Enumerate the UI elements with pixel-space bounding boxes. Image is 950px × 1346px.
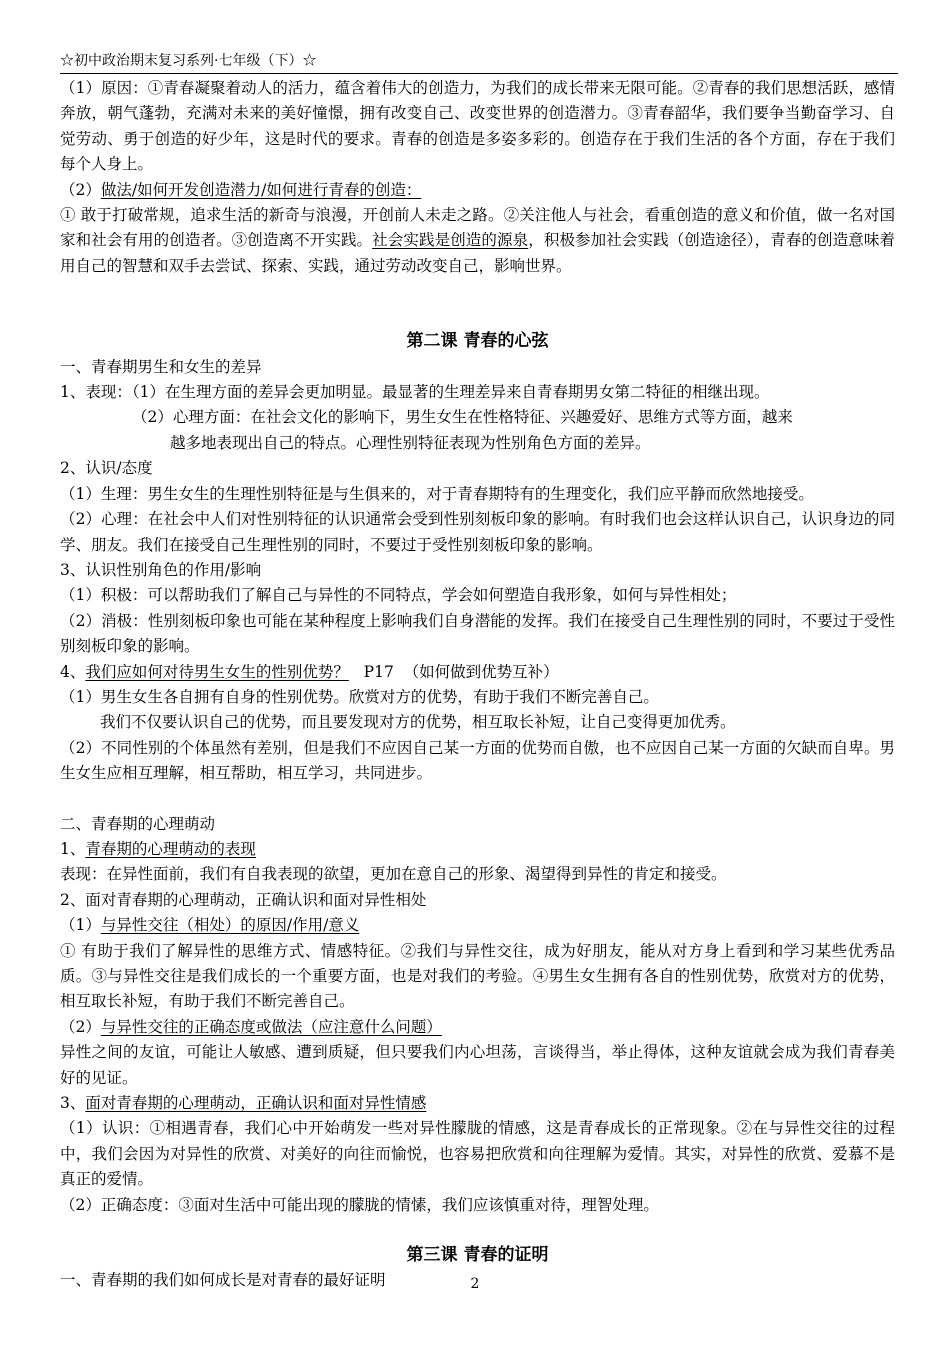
paragraph <box>60 178 895 203</box>
text-span: （2） <box>60 180 101 199</box>
paragraph <box>60 1015 895 1040</box>
text-span: （1） <box>60 916 101 935</box>
paragraph <box>60 1091 895 1116</box>
text-span: 1、 <box>60 839 86 858</box>
paragraph: （1）原因：①青春凝聚着动人的活力，蕴含着伟大的创造力，为我们的成长带来无限可能。②青春的我们思想活跃，感情奔放，朝气蓬勃，充满对未来的美好憧憬，拥有改变自己、改变世界的创造潜力。③青春韶华，我们要争当勤奋学习、自觉劳动、勇于创造的好少年，这是时代的要求。青春的创造是多姿多彩的。创造存在于我们生活的各个方面，存在于我们每个人身上。 <box>60 79 895 174</box>
text-span: P17 （如何做到优势互补） <box>348 662 559 681</box>
page-header: ☆初中政治期末复习系列·七年级（下）☆ <box>60 50 898 74</box>
spacer <box>60 1218 895 1243</box>
paragraph <box>60 203 895 279</box>
paragraph: （2）心理方面：在社会文化的影响下，男生女生在性格特征、兴趣爱好、思维方式等方面，越来 <box>132 408 793 427</box>
underlined-heading: 我们应如何对待男生女生的性别优势？ <box>85 662 349 681</box>
paragraph: （1）生理：男生女生的生理性别特征是与生俱来的，对于青春期特有的生理变化，我们应平静而欣然地接受。 <box>60 484 814 503</box>
text-span: 4、 <box>60 662 86 681</box>
text-span: ，积极参加社会实践（创造途径），青春的创造意味着用自己的智慧和双手去尝试、探索、实践，通过劳动改变自己，影响世界。 <box>60 231 895 275</box>
page-number: 2 <box>470 1276 480 1292</box>
paragraph: 2、认识/态度 <box>60 459 153 478</box>
underlined-heading: 做法/如何开发创造潜力/如何进行青春的创造： <box>100 180 422 199</box>
paragraph: 2、面对青春期的心理萌动，正确认识和面对异性相处 <box>60 890 427 909</box>
lesson-title: 第三课 青春的证明 <box>406 1245 549 1266</box>
underlined-heading: 与异性交往的正确态度或做法（应注意什么问题） <box>100 1017 442 1036</box>
lesson-title: 第二课 青春的心弦 <box>406 331 549 352</box>
paragraph <box>60 837 895 862</box>
paragraph: （2）消极：性别刻板印象也可能在某种程度上影响我们自身潜能的发挥。我们在接受自己生理性别的同时，不要过于受性别刻板印象的影响。 <box>60 611 895 656</box>
paragraph: （1）积极：可以帮助我们了解自己与异性的不同特点，学会如何塑造自我形象，如何与异性相处； <box>60 586 737 605</box>
text-span: 3、 <box>60 1094 86 1113</box>
underlined-heading: 与异性交往（相处）的原因/作用/意义 <box>100 916 360 935</box>
paragraph: ① 有助于我们了解异性的思维方式、情感特征。②我们与异性交往，成为好朋友，能从对方身上看到和学习某些优秀品质。③与异性交往是我们成长的一个重要方面，也是对我们的考验。④男生女生拥有各自的性别优势，欣赏对方的优势，相互取长补短，有助于我们不断完善自己。 <box>60 941 895 1011</box>
spacer <box>60 279 895 329</box>
paragraph: 表现：在异性面前，我们有自我表现的欲望，更加在意自己的形象、渴望得到异性的肯定和接受。 <box>60 865 727 884</box>
section-heading: 二、青春期的心理萌动 <box>60 814 216 833</box>
text-span: （2） <box>60 1017 101 1036</box>
paragraph: （1）认识：①相遇青春，我们心中开始萌发一些对异性朦胧的情感，这是青春成长的正常现象。②在与异性交往的过程中，我们会因为对异性的欣赏、对美好的向往而愉悦，也容易把欣赏和向往理解为爱情。其实，对异性的欣赏、爱慕不是真正的爱情。 <box>60 1119 895 1189</box>
paragraph: （2）正确态度：③面对生活中可能出现的朦胧的情愫，我们应该慎重对待，理智处理。 <box>60 1195 659 1214</box>
paragraph <box>60 913 895 938</box>
section-heading: 一、青春期的我们如何成长是对青春的最好证明 <box>60 1271 386 1290</box>
underlined-heading: 青春期的心理萌动的表现 <box>85 839 256 858</box>
paragraph <box>60 660 895 685</box>
spacer <box>60 787 895 812</box>
paragraph: （2）不同性别的个体虽然有差别，但是我们不应因自己某一方面的优势而自傲，也不应因自己某一方面的欠缺而自卑。男生女生应相互理解，相互帮助，相互学习，共同进步。 <box>60 738 895 783</box>
paragraph: （1）男生女生各自拥有自身的性别优势。欣赏对方的优势，有助于我们不断完善自己。 <box>60 687 659 706</box>
paragraph: 越多地表现出自己的特点。心理性别特征表现为性别角色方面的差异。 <box>170 433 651 452</box>
paragraph: 1、表现：（1）在生理方面的差异会更加明显。最显著的生理差异来自青春期男女第二特征的相继出现。 <box>60 383 770 402</box>
underlined-heading: 面对青春期的心理萌动，正确认识和面对异性情感 <box>85 1094 427 1113</box>
text-span: ① 敢于打破常规，追求生活的新奇与浪漫，开创前人未走之路。②关注他人与社会，看重创造的意义和价值，做一名对国家和社会有用的创造者。③创造离不开实践。 <box>60 206 895 250</box>
document-body <box>60 76 895 1294</box>
paragraph: 3、认识性别角色的作用/影响 <box>60 560 262 579</box>
paragraph: 异性之间的友谊，可能让人敏感、遭到质疑，但只要我们内心坦荡，言谈得当，举止得体，这种友谊就会成为我们青春美好的见证。 <box>60 1043 895 1087</box>
paragraph: 我们不仅要认识自己的优势，而且要发现对方的优势，相互取长补短，让自己变得更加优秀。 <box>100 713 736 732</box>
section-heading: 一、青春期男生和女生的差异 <box>60 357 262 376</box>
paragraph: （2）心理：在社会中人们对性别特征的认识通常会受到性别刻板印象的影响。有时我们也会这样认识自己，认识身边的同学、朋友。我们在接受自己生理性别的同时，不要过于受性别刻板印象的影响。 <box>60 510 895 554</box>
underlined-text: 社会实践是创造的源泉 <box>372 231 529 250</box>
